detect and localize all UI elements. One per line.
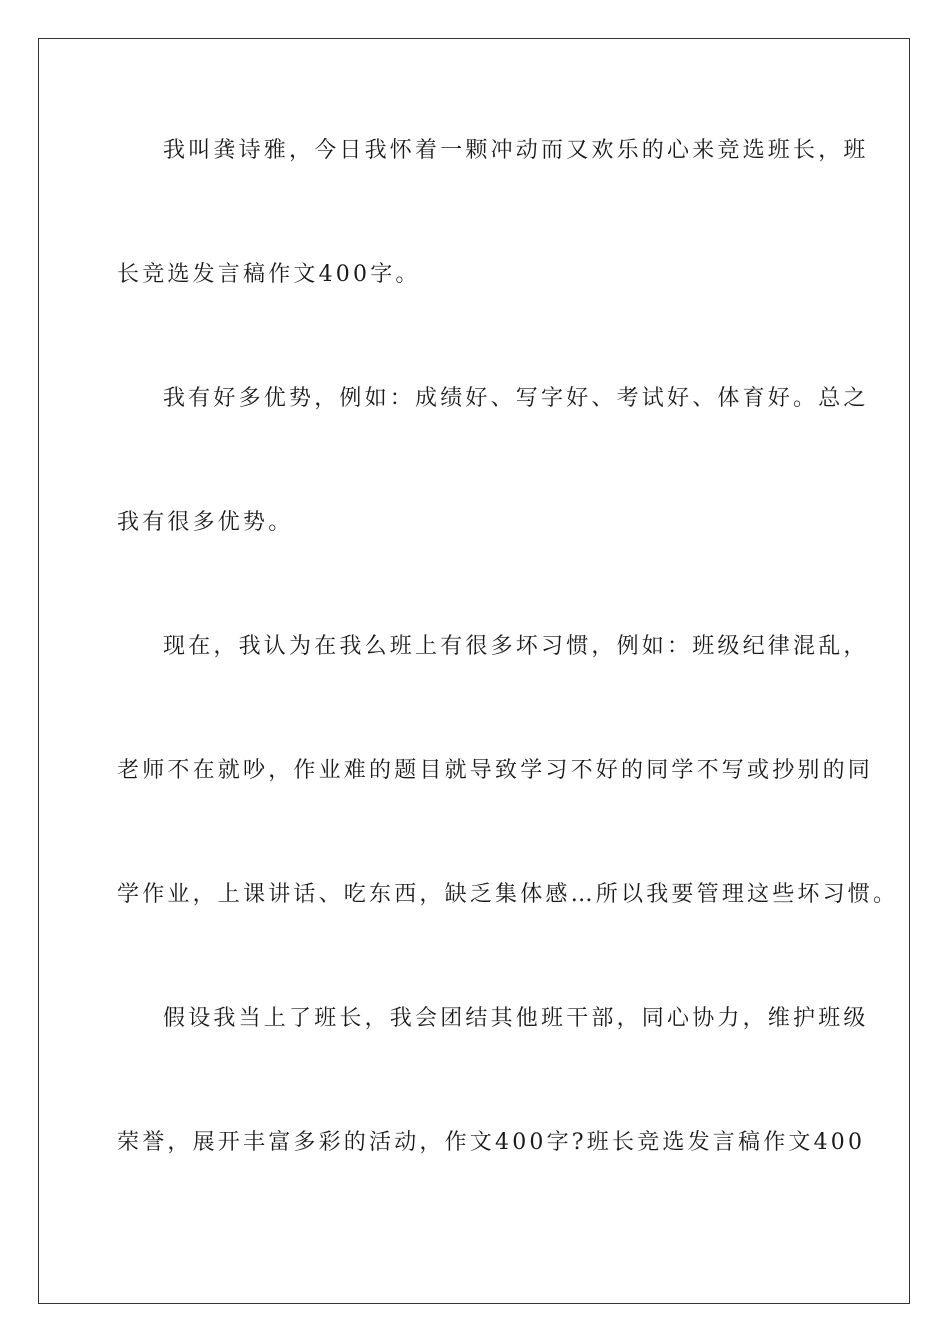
paragraph-3-line-1: 现在，我认为在我么班上有很多坏习惯，例如：班级纪律混乱， bbox=[163, 634, 869, 659]
paragraph-1-line-2: 长竞选发言稿作文400字。 bbox=[117, 262, 421, 287]
paragraph-4-line-2: 荣誉，展开丰富多彩的活动，作文400字?班长竞选发言稿作文400 bbox=[117, 1130, 866, 1155]
paragraph-2-line-2: 我有很多优势。 bbox=[117, 510, 294, 535]
paragraph-2-line-1: 我有好多优势，例如：成绩好、写字好、考试好、体育好。总之 bbox=[163, 386, 869, 411]
page-frame bbox=[38, 38, 910, 1304]
paragraph-3-line-3: 学作业，上课讲话、吃东西，缺乏集体感…所以我要管理这些坏习惯。 bbox=[117, 882, 899, 907]
paragraph-3-line-2: 老师不在就吵，作业难的题目就导致学习不好的同学不写或抄别的同 bbox=[117, 758, 874, 783]
paragraph-1-line-1: 我叫龚诗雅，今日我怀着一颗冲动而又欢乐的心来竞选班长，班 bbox=[163, 138, 869, 163]
paragraph-4-line-1: 假设我当上了班长，我会团结其他班干部，同心协力，维护班级 bbox=[163, 1006, 869, 1031]
